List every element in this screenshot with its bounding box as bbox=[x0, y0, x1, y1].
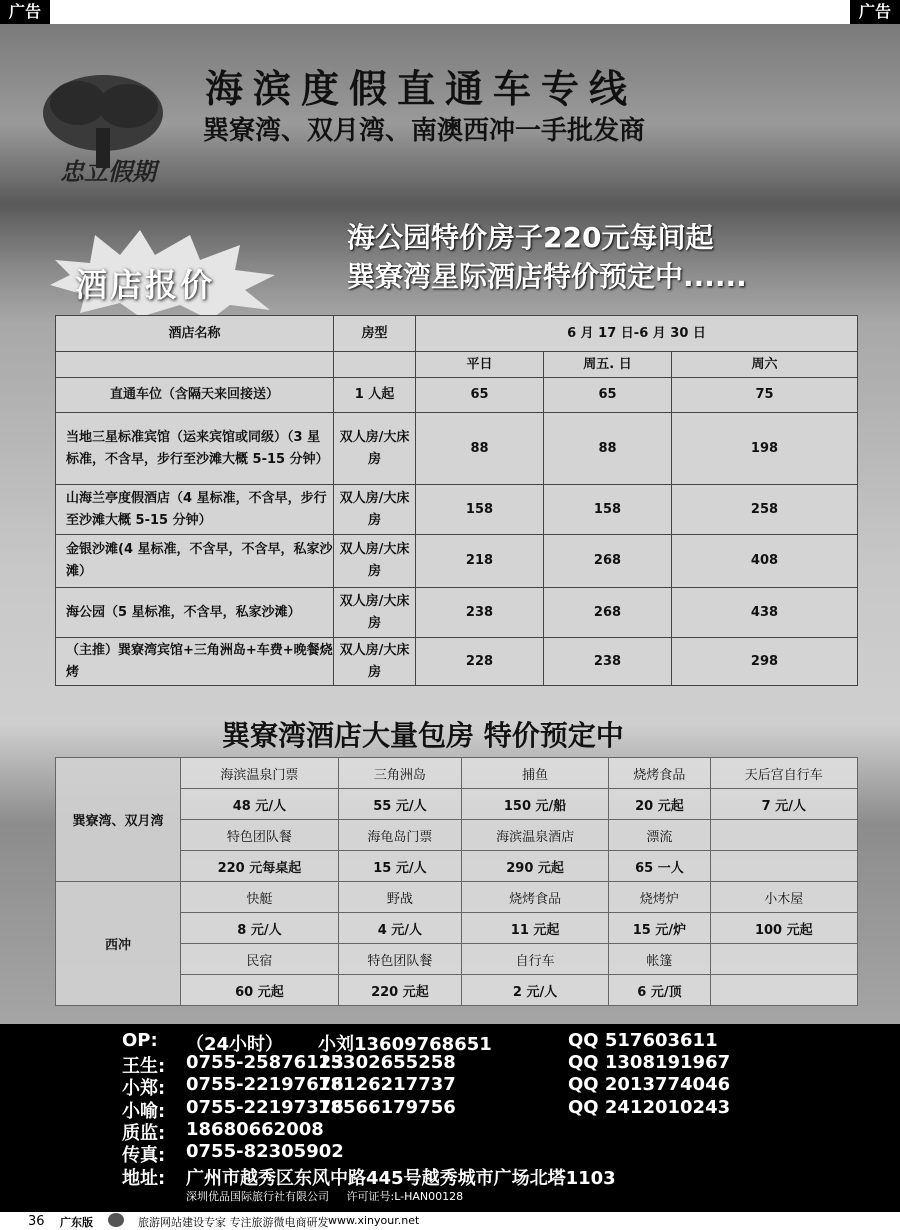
price-cell: 15 元/炉 bbox=[609, 913, 710, 944]
contact-qq: QQ 1308191967 bbox=[568, 1052, 731, 1073]
contact-c1: 0755-22197376 bbox=[186, 1097, 344, 1118]
activity-cell: 漂流 bbox=[609, 820, 710, 851]
activity-cell bbox=[710, 944, 857, 975]
price-cell: 100 元起 bbox=[710, 913, 857, 944]
price-weekday: 238 bbox=[416, 588, 544, 638]
hotel-price-table bbox=[55, 315, 858, 686]
price-cell: 7 元/人 bbox=[710, 789, 857, 820]
price-cell: 150 元/船 bbox=[461, 789, 608, 820]
price-weekday: 88 bbox=[416, 413, 544, 485]
activity-cell: 民宿 bbox=[181, 944, 339, 975]
header-saturday: 周六 bbox=[672, 352, 858, 378]
price-cell: 8 元/人 bbox=[181, 913, 339, 944]
subtitle: 巽寮湾、双月湾、南澳西冲一手批发商 bbox=[203, 116, 646, 146]
header-weekday: 平日 bbox=[416, 352, 544, 378]
activity-price-table bbox=[55, 757, 858, 1006]
contact-c1: （24小时） bbox=[186, 1034, 284, 1055]
price-cell: 11 元起 bbox=[461, 913, 608, 944]
hotel-section-title: 酒店报价 bbox=[75, 266, 216, 304]
price-saturday: 75 bbox=[672, 378, 858, 413]
price-weekday: 218 bbox=[416, 535, 544, 588]
room-type: 双人房/大床房 bbox=[334, 485, 416, 535]
logo-text: 忠立假期 bbox=[60, 157, 156, 186]
room-type: 双人房/大床房 bbox=[334, 413, 416, 485]
table-row bbox=[56, 413, 858, 485]
contact-label: 地址: bbox=[122, 1168, 166, 1189]
promo-line-1: 海公园特价房子220元每间起 bbox=[347, 221, 714, 254]
slogan: 旅游网站建设专家 专注旅游微电商研发 bbox=[138, 1216, 329, 1229]
room-type: 双人房/大床房 bbox=[334, 588, 416, 638]
price-cell bbox=[710, 851, 857, 882]
price-cell: 55 元/人 bbox=[338, 789, 461, 820]
contact-qq: QQ 2013774046 bbox=[568, 1074, 731, 1095]
header-fri-sun: 周五. 日 bbox=[544, 352, 672, 378]
contact-label: 王生: bbox=[122, 1056, 166, 1077]
activity-cell: 快艇 bbox=[181, 882, 339, 913]
contact-label: 质监: bbox=[122, 1123, 166, 1144]
activity-cell: 帐篷 bbox=[609, 944, 710, 975]
activity-cell: 野战 bbox=[338, 882, 461, 913]
contact-label: 小喻: bbox=[122, 1101, 166, 1122]
activity-cell bbox=[710, 820, 857, 851]
region-label: 西冲 bbox=[56, 882, 181, 1006]
price-saturday: 408 bbox=[672, 535, 858, 588]
price-cell bbox=[710, 975, 857, 1006]
activity-cell: 海龟岛门票 bbox=[338, 820, 461, 851]
hotel-name: 直通车位（含隔天来回接送） bbox=[56, 378, 334, 413]
price-cell: 15 元/人 bbox=[338, 851, 461, 882]
region-label: 巽寮湾、双月湾 bbox=[56, 758, 181, 882]
price-cell: 2 元/人 bbox=[461, 975, 608, 1006]
edition-label: 广东版 bbox=[60, 1216, 93, 1229]
contact-c2: 小刘13609768651 bbox=[318, 1034, 492, 1055]
price-weekday: 228 bbox=[416, 638, 544, 686]
table-row bbox=[56, 882, 858, 913]
permit-number: 许可证号:L-HAN00128 bbox=[346, 1190, 464, 1203]
ad-tag-left: 广告 bbox=[0, 0, 50, 24]
price-cell: 290 元起 bbox=[461, 851, 608, 882]
price-cell: 20 元起 bbox=[609, 789, 710, 820]
price-saturday: 298 bbox=[672, 638, 858, 686]
activity-section-title: 巽寮湾酒店大量包房 特价预定中 bbox=[222, 719, 624, 752]
contact-label: 小郑: bbox=[122, 1078, 166, 1099]
promo-line-2: 巽寮湾星际酒店特价预定中...... bbox=[347, 260, 747, 293]
price-cell: 48 元/人 bbox=[181, 789, 339, 820]
contact-c1: 0755-82305902 bbox=[186, 1141, 344, 1162]
ad-tag-right: 广告 bbox=[850, 0, 900, 24]
hotel-name: 山海兰亭度假酒店（4 星标准，不含早，步行至沙滩大概 5-15 分钟） bbox=[56, 485, 334, 535]
price-cell: 220 元每桌起 bbox=[181, 851, 339, 882]
room-type: 双人房/大床房 bbox=[334, 638, 416, 686]
price-fri-sun: 268 bbox=[544, 588, 672, 638]
company-name: 深圳优品国际旅行社有限公司 bbox=[186, 1190, 329, 1203]
activity-cell: 捕鱼 bbox=[461, 758, 608, 789]
price-weekday: 158 bbox=[416, 485, 544, 535]
price-fri-sun: 238 bbox=[544, 638, 672, 686]
activity-cell: 烧烤炉 bbox=[609, 882, 710, 913]
room-type: 1 人起 bbox=[334, 378, 416, 413]
table-row bbox=[56, 535, 858, 588]
table-row bbox=[56, 378, 858, 413]
activity-cell: 特色团队餐 bbox=[338, 944, 461, 975]
activity-cell: 天后宫自行车 bbox=[710, 758, 857, 789]
price-fri-sun: 268 bbox=[544, 535, 672, 588]
room-type: 双人房/大床房 bbox=[334, 535, 416, 588]
table-row bbox=[56, 588, 858, 638]
price-fri-sun: 88 bbox=[544, 413, 672, 485]
price-cell: 65 一人 bbox=[609, 851, 710, 882]
activity-cell: 海滨温泉酒店 bbox=[461, 820, 608, 851]
table-row bbox=[56, 758, 858, 789]
contact-c1: 18680662008 bbox=[186, 1119, 324, 1140]
contact-c2: 18566179756 bbox=[318, 1097, 456, 1118]
contact-qq: QQ 2412010243 bbox=[568, 1097, 731, 1118]
price-saturday: 438 bbox=[672, 588, 858, 638]
activity-cell: 三角洲岛 bbox=[338, 758, 461, 789]
page-number: 36 bbox=[28, 1214, 45, 1229]
activity-cell: 烧烤食品 bbox=[609, 758, 710, 789]
price-cell: 4 元/人 bbox=[338, 913, 461, 944]
price-fri-sun: 158 bbox=[544, 485, 672, 535]
table-row bbox=[56, 638, 858, 686]
contact-label: 传真: bbox=[122, 1145, 166, 1166]
price-cell: 60 元起 bbox=[181, 975, 339, 1006]
price-fri-sun: 65 bbox=[544, 378, 672, 413]
price-weekday: 65 bbox=[416, 378, 544, 413]
price-cell: 220 元起 bbox=[338, 975, 461, 1006]
price-cell: 6 元/顶 bbox=[609, 975, 710, 1006]
header-period: 6 月 17 日-6 月 30 日 bbox=[416, 316, 858, 352]
contact-qq: QQ 517603611 bbox=[568, 1030, 718, 1051]
page-footer bbox=[0, 1212, 900, 1230]
price-saturday: 258 bbox=[672, 485, 858, 535]
contact-c2: 18126217737 bbox=[318, 1074, 456, 1095]
site-url[interactable]: www.xinyour.net bbox=[328, 1214, 420, 1227]
activity-cell: 特色团队餐 bbox=[181, 820, 339, 851]
hotel-name: 当地三星标准宾馆（运来宾馆或同级）（3 星标准，不含早，步行至沙滩大概 5-15 分钟） bbox=[56, 413, 334, 485]
header-room-type: 房型 bbox=[334, 316, 416, 352]
hotel-name: （主推）巽寮湾宾馆+三角洲岛+车费+晚餐烧烤 bbox=[56, 638, 334, 686]
activity-cell: 自行车 bbox=[461, 944, 608, 975]
site-logo-icon bbox=[108, 1213, 124, 1227]
contact-c1: 0755-25876123 bbox=[186, 1052, 344, 1073]
header-hotel-name: 酒店名称 bbox=[56, 316, 334, 352]
hotel-name: 金银沙滩(4 星标准，不含早，不含早，私家沙滩） bbox=[56, 535, 334, 588]
contact-label: OP: bbox=[122, 1030, 158, 1051]
contact-c1: 0755-22197676 bbox=[186, 1074, 344, 1095]
contact-c2: 15302655258 bbox=[318, 1052, 456, 1073]
activity-cell: 海滨温泉门票 bbox=[181, 758, 339, 789]
contact-c1: 广州市越秀区东风中路445号越秀城市广场北塔1103 bbox=[186, 1168, 616, 1189]
hotel-name: 海公园（5 星标准，不含早，私家沙滩） bbox=[56, 588, 334, 638]
price-saturday: 198 bbox=[672, 413, 858, 485]
activity-cell: 小木屋 bbox=[710, 882, 857, 913]
activity-cell: 烧烤食品 bbox=[461, 882, 608, 913]
table-row bbox=[56, 485, 858, 535]
license-line bbox=[186, 1188, 463, 1204]
main-title: 海滨度假直通车专线 bbox=[205, 66, 638, 111]
